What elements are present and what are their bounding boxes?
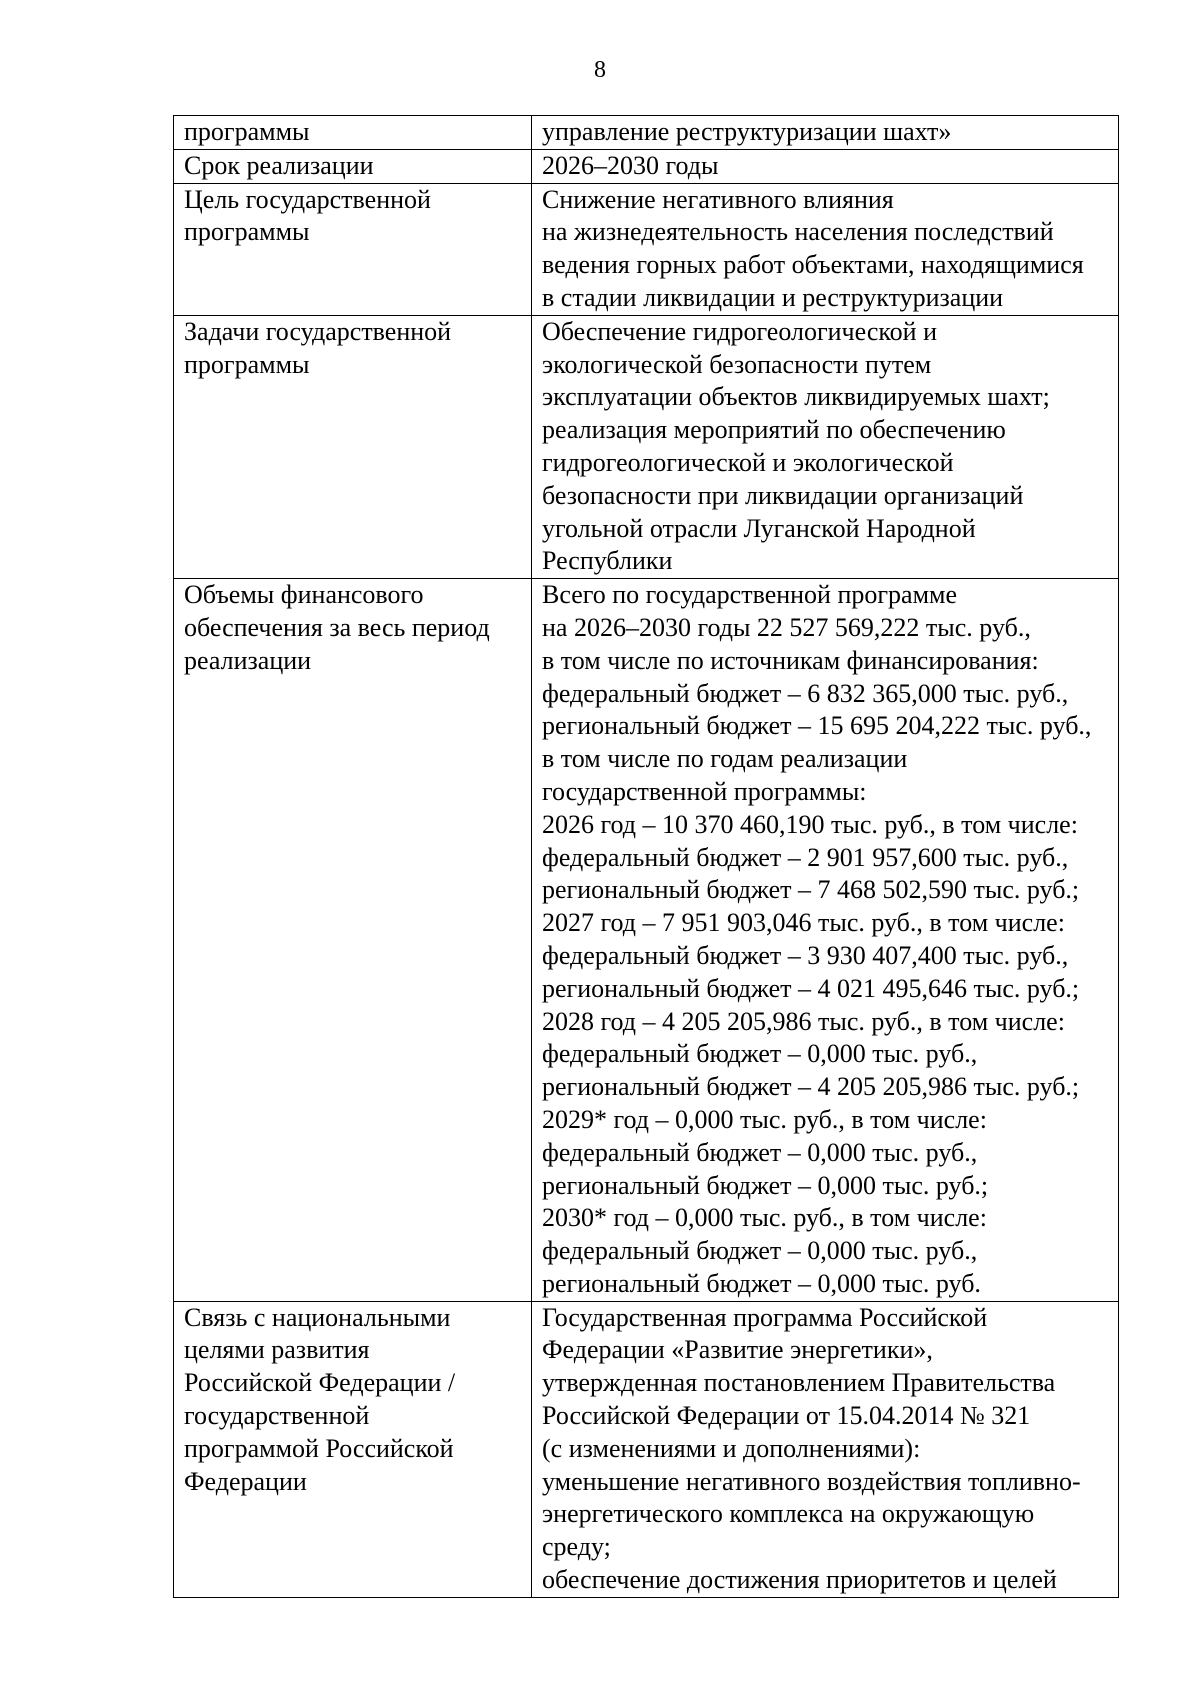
row-value-line: федеральный бюджет – 0,000 тыс. руб., <box>542 1039 978 1069</box>
row-value-cell <box>532 315 1119 578</box>
row-value-line: управление реструктуризации шахт» <box>542 117 952 146</box>
row-value-cell <box>532 116 1119 150</box>
table-row <box>174 149 1119 183</box>
table-row <box>174 315 1119 578</box>
row-value-line: Федерации «Развитие энергетики», <box>542 1335 933 1365</box>
row-label-line: реализации <box>184 645 312 675</box>
row-value-line: региональный бюджет – 0,000 тыс. руб. <box>542 1268 981 1298</box>
row-value-line: федеральный бюджет – 2 901 957,600 тыс. руб., <box>542 842 1069 872</box>
row-value-line: реализация мероприятий по обеспечению <box>542 415 1006 445</box>
row-value-line: региональный бюджет – 4 021 495,646 тыс. руб.; <box>542 973 1080 1003</box>
row-value-line: обеспечение достижения приоритетов и целей <box>542 1565 1057 1595</box>
row-value-line: 2028 год – 4 205 205,986 тыс. руб., в том числе: <box>542 1006 1065 1036</box>
row-label-line: целями развития <box>184 1335 370 1365</box>
row-label-line: программы <box>184 217 310 247</box>
row-label-cell <box>174 579 532 1302</box>
row-value-line: безопасности при ликвидации организаций <box>542 480 1024 510</box>
row-value-cell <box>532 183 1119 315</box>
row-value-line: Обеспечение гидрогеологической и <box>542 316 938 346</box>
row-value-line: угольной отрасли Луганской Народной <box>542 513 976 543</box>
row-label-cell <box>174 116 532 150</box>
row-label-line: Цель государственной <box>184 184 431 214</box>
row-value-line: 2027 год – 7 951 903,046 тыс. руб., в том числе: <box>542 908 1065 938</box>
row-value-line: уменьшение негативного воздействия топливно- <box>542 1466 1081 1496</box>
row-value-line: гидрогеологической и экологической <box>542 447 954 477</box>
row-value-line: 2026–2030 годы <box>542 150 719 180</box>
row-label-cell <box>174 183 532 315</box>
row-value-line: федеральный бюджет – 3 930 407,400 тыс. руб., <box>542 940 1069 970</box>
program-passport-table <box>173 115 1119 1598</box>
table-row <box>174 579 1119 1302</box>
row-label-cell <box>174 1301 532 1597</box>
row-label-line: Объемы финансового <box>184 580 424 610</box>
row-value-line: региональный бюджет – 15 695 204,222 тыс. руб., <box>542 711 1092 741</box>
row-value-line: энергетического комплекса на окружающую <box>542 1499 1035 1529</box>
row-value-line: региональный бюджет – 4 205 205,986 тыс. руб.; <box>542 1072 1080 1102</box>
row-label-line: Федерации <box>184 1466 307 1496</box>
row-value-cell <box>532 1301 1119 1597</box>
row-value-line: Республики <box>542 546 673 576</box>
row-value-line: в стадии ликвидации и реструктуризации <box>542 282 1004 312</box>
row-value-line: региональный бюджет – 0,000 тыс. руб.; <box>542 1170 989 1200</box>
row-label-line: программы <box>184 349 310 379</box>
row-value-line: федеральный бюджет – 6 832 365,000 тыс. руб., <box>542 678 1069 708</box>
row-value-line: федеральный бюджет – 0,000 тыс. руб., <box>542 1236 978 1266</box>
row-label-line: Срок реализации <box>184 150 374 180</box>
row-label-line: обеспечения за весь период <box>184 612 490 642</box>
row-value-line: 2030* год – 0,000 тыс. руб., в том числе: <box>542 1203 987 1233</box>
row-value-line: Всего по государственной программе <box>542 580 958 610</box>
row-value-line: в том числе по годам реализации <box>542 744 908 774</box>
row-value-line: в том числе по источникам финансирования: <box>542 645 1039 675</box>
row-value-line: на 2026–2030 годы 22 527 569,222 тыс. руб., <box>542 612 1031 642</box>
row-value-line: Государственная программа Российской <box>542 1302 988 1332</box>
row-value-line: федеральный бюджет – 0,000 тыс. руб., <box>542 1137 978 1167</box>
row-label-line: программы <box>184 117 310 146</box>
row-value-line: региональный бюджет – 7 468 502,590 тыс. руб.; <box>542 875 1080 905</box>
row-value-cell <box>532 579 1119 1302</box>
row-label-line: Задачи государственной <box>184 316 452 346</box>
row-label-cell <box>174 149 532 183</box>
row-value-line: экологической безопасности путем <box>542 349 932 379</box>
row-value-cell <box>532 149 1119 183</box>
row-value-line: Снижение негативного влияния <box>542 184 894 214</box>
row-value-line: ведения горных работ объектами, находящимися <box>542 250 1084 280</box>
row-value-line: на жизнедеятельность населения последствий <box>542 217 1054 247</box>
row-value-line: утвержденная постановлением Правительства <box>542 1368 1056 1398</box>
row-value-line: 2026 год – 10 370 460,190 тыс. руб., в том числе: <box>542 809 1078 839</box>
row-label-line: программой Российской <box>184 1433 454 1463</box>
row-label-cell <box>174 315 532 578</box>
row-value-line: эксплуатации объектов ликвидируемых шахт; <box>542 382 1050 412</box>
passport-table-body <box>174 116 1119 1598</box>
row-label-line: Российской Федерации / <box>184 1368 456 1398</box>
row-value-line: среду; <box>542 1532 611 1562</box>
table-row <box>174 183 1119 315</box>
row-value-line: 2029* год – 0,000 тыс. руб., в том числе: <box>542 1104 987 1134</box>
row-value-line: государственной программы: <box>542 776 867 806</box>
table-row <box>174 116 1119 150</box>
row-value-line: Российской Федерации от 15.04.2014 № 321 <box>542 1401 1031 1431</box>
page-number: 8 <box>594 57 606 83</box>
table-row <box>174 1301 1119 1597</box>
row-label-line: государственной <box>184 1401 370 1431</box>
row-value-line: (с изменениями и дополнениями): <box>542 1433 921 1463</box>
row-label-line: Связь с национальными <box>184 1302 451 1332</box>
